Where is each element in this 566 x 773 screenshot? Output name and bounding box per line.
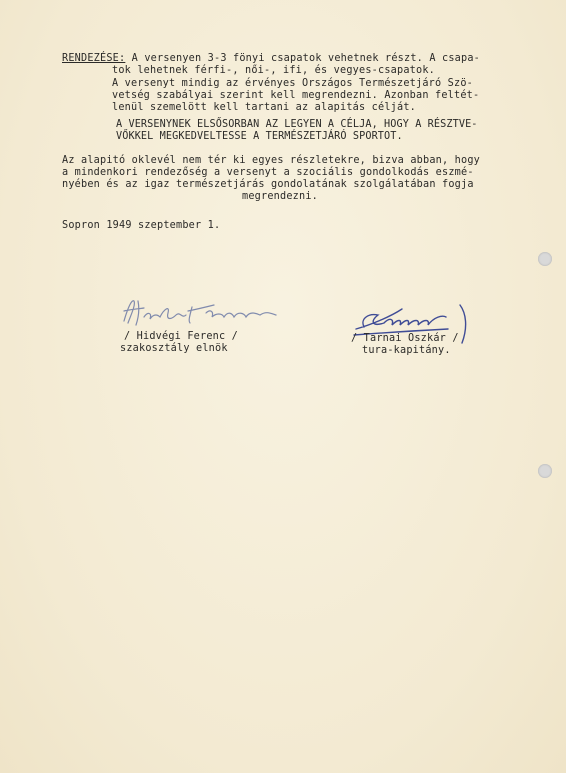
paragraph-1-line-2: tok lehetnek férfi-, női-, ifi, és vegyes-csapatok.	[112, 65, 436, 76]
paragraph-3-line-4: megrendezni.	[242, 191, 319, 202]
paragraph-3-line-1: Az alapitó oklevél nem tér ki egyes részletekre, bizva abban, hogy	[62, 155, 481, 166]
section-label: RENDEZÉSE:	[62, 53, 126, 64]
punch-hole	[538, 464, 552, 478]
signatory-left-title: szakosztály elnök	[120, 343, 228, 354]
signatory-right-title: tura-kapitány.	[362, 345, 451, 356]
paragraph-2-line-1: A VERSENYNEK ELSŐSORBAN AZ LEGYEN A CÉLJA, HOGY A RÉSZTVE-	[116, 119, 478, 130]
date-line: Sopron 1949 szeptember 1.	[62, 220, 221, 231]
paragraph-1-line-3: A versenyt mindig az érvényes Országos Természetjáró Szö-	[112, 78, 474, 89]
paragraph-3-line-3: nyében és az igaz természetjárás gondolatának szolgálatában fogja	[62, 179, 474, 190]
paragraph-3-line-2: a mindenkori rendezőség a versenyt a szociális gondolkodás eszmé-	[62, 167, 474, 178]
paragraph-2-line-2: VŐKKEL MEGKEDVELTESSE A TERMÉSZETJÁRÓ SPORTOT.	[116, 131, 403, 142]
paragraph-1-line-4: vetség szabályai szerint kell megrendezni. Azonban feltét-	[112, 90, 480, 101]
signature-left	[118, 293, 288, 331]
paragraph-1-line-1: RENDEZÉSE: A versenyen 3-3 fönyi csapatok vehetnek részt. A csapa-	[62, 53, 481, 64]
punch-hole	[538, 252, 552, 266]
signatory-right-name: / Tarnai Oszkár /	[351, 333, 459, 344]
paragraph-1-line-5: lenül szemelött kell tartani az alapitás célját.	[112, 102, 417, 113]
signatory-left-name: / Hidvégi Ferenc /	[124, 331, 239, 342]
